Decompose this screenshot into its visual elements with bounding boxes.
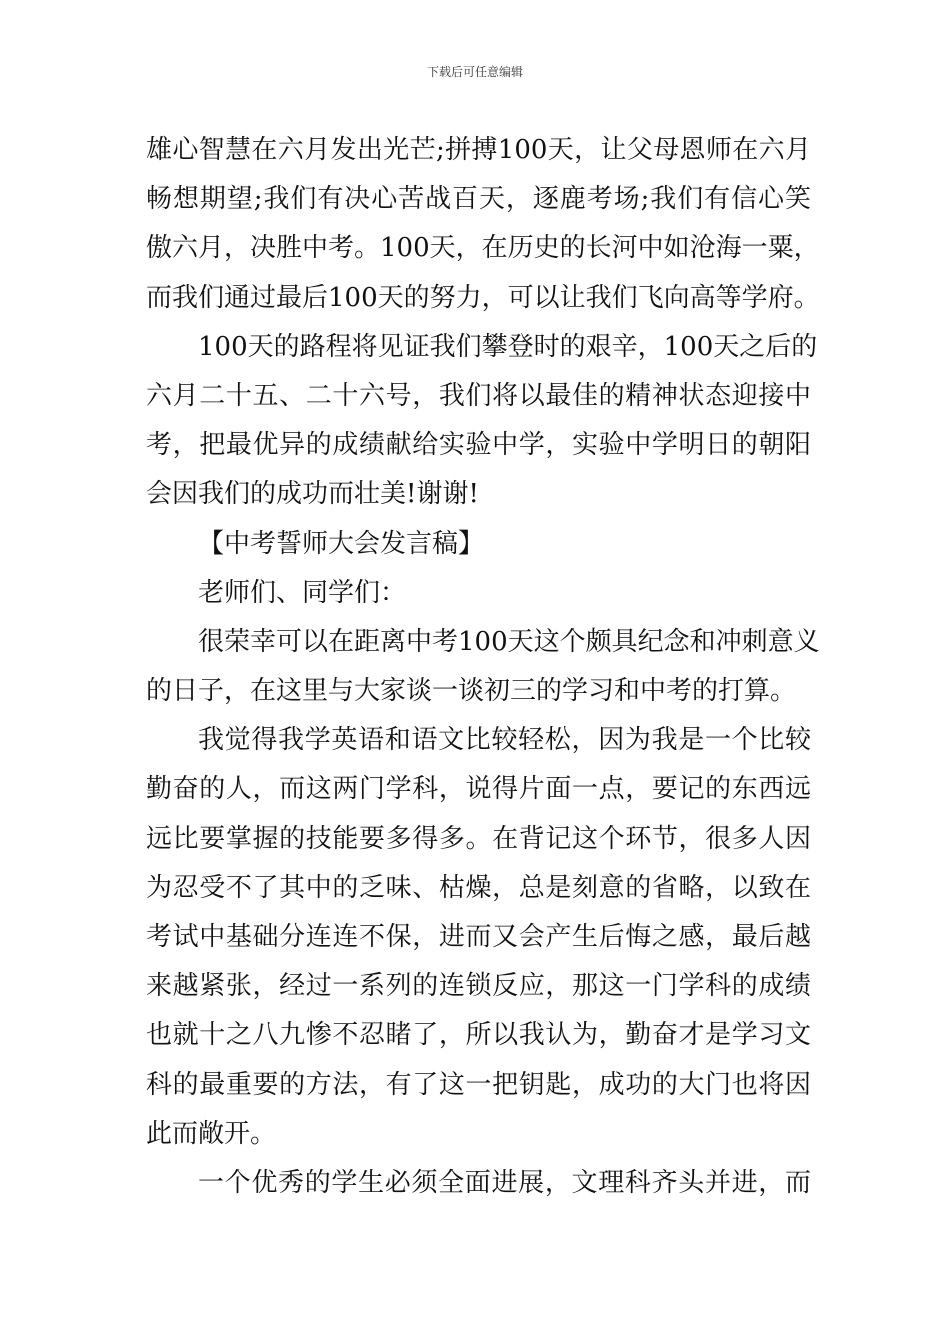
paragraph-line: 来越紧张，经过一系列的连锁反应，那这一门学科的成绩 [146,971,811,1002]
paragraph-line: 100天的路程将见证我们攀登时的艰辛，100天之后的 [198,331,818,362]
page-header-note: 下载后可任意编辑 [426,65,523,79]
paragraph-line: 远比要掌握的技能要多得多。在背记这个环节，很多人因 [146,823,811,854]
paragraph-line: 考，把最优异的成绩献给实验中学，实验中学明日的朝阳 [146,430,811,461]
paragraph-line: 老师们、同学们： [198,577,407,608]
paragraph-line: 一个优秀的学生必须全面进展，文理科齐头并进，而 [198,1167,811,1198]
paragraph-line: 畅想期望;我们有决心苦战百天，逐鹿考场;我们有信心笑 [146,184,811,215]
paragraph-line: 很荣幸可以在距离中考100天这个颇具纪念和冲刺意义 [198,626,820,657]
paragraph-line: 【中考誓师大会发言稿】 [198,528,485,559]
paragraph-line: 勤奋的人，而这两门学科，说得片面一点，要记的东西远 [146,774,811,805]
paragraph-line: 的日子，在这里与大家谈一谈初三的学习和中考的打算。 [146,676,797,707]
paragraph-line: 为忍受不了其中的乏味、枯燥，总是刻意的省略，以致在 [146,872,811,903]
paragraph-line: 也就十之八九惨不忍睹了，所以我认为，勤奋才是学习文 [146,1020,811,1051]
paragraph-line: 雄心智慧在六月发出光芒;拼搏100天，让父母恩师在六月 [146,135,811,165]
paragraph-line: 而我们通过最后100天的努力，可以让我们飞向高等学府。 [146,282,820,313]
paragraph-line: 六月二十五、二十六号，我们将以最佳的精神状态迎接中 [146,380,811,411]
paragraph-line: 我觉得我学英语和语文比较轻松，因为我是一个比较 [198,725,811,756]
document-body [146,126,820,1208]
paragraph-line: 此而敞开。 [146,1118,277,1149]
paragraph-line: 考试中基础分连连不保，进而又会产生后悔之感，最后越 [146,922,811,952]
paragraph-line: 科的最重要的方法，有了这一把钥匙，成功的大门也将因 [146,1069,811,1100]
paragraph-line: 傲六月，决胜中考。100天，在历史的长河中如沧海一粟， [146,233,820,264]
paragraph-line: 会因我们的成功而壮美!谢谢! [146,479,479,510]
